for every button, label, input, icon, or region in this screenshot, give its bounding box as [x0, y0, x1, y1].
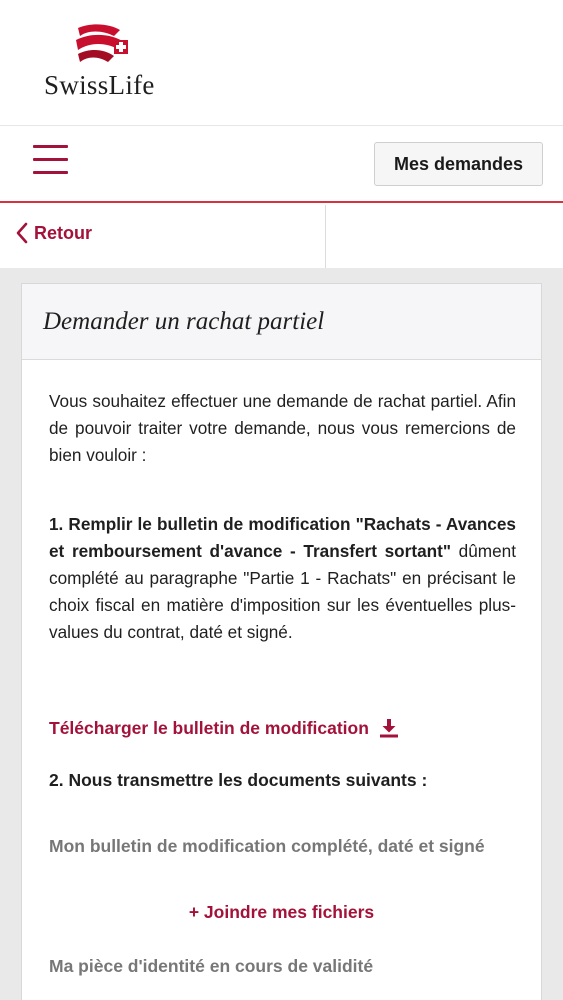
back-link[interactable]: [14, 218, 92, 248]
logo-bar: [0, 0, 563, 126]
document-item-identity: Ma pièce d'identité en cours de validité: [49, 956, 374, 976]
document-item-bulletin: Mon bulletin de modification complété, daté et signé: [49, 836, 485, 856]
step1-text: [49, 511, 516, 646]
step1-bold-text: 1. Remplir le bulletin de modification "Rachats - Avances et remboursement d'avance - Transfert sortant": [49, 514, 516, 561]
chevron-left-icon: [14, 221, 32, 245]
request-card: [21, 283, 542, 1000]
step1-detail-text: dûment complété au paragraphe "Partie 1 - Rachats" en précisant le choix fiscal en matière d'imposition sur les éventuelles plus-values du contrat, daté et signé.: [49, 541, 516, 642]
download-icon: [379, 718, 399, 738]
hamburger-icon[interactable]: [33, 145, 69, 177]
back-label: Retour: [34, 222, 92, 243]
back-bar-divider: [325, 205, 326, 268]
card-header: [22, 284, 541, 360]
mes-demandes-button[interactable]: Mes demandes: [374, 142, 543, 186]
download-bulletin-link[interactable]: [49, 714, 399, 742]
logo-wordmark: SwissLife: [44, 70, 155, 100]
intro-text: Vous souhaitez effectuer une demande de rachat partiel. Afin de pouvoir traiter votre demande, nous vous remercions de bien vouloir :: [49, 391, 516, 465]
attach-files-button[interactable]: + Joindre mes fichiers: [188, 902, 375, 922]
card-title: Demander un rachat partiel: [43, 308, 325, 335]
step2-heading: 2. Nous transmettre les documents suivants :: [49, 770, 428, 790]
download-label: Télécharger le bulletin de modification: [49, 717, 369, 738]
